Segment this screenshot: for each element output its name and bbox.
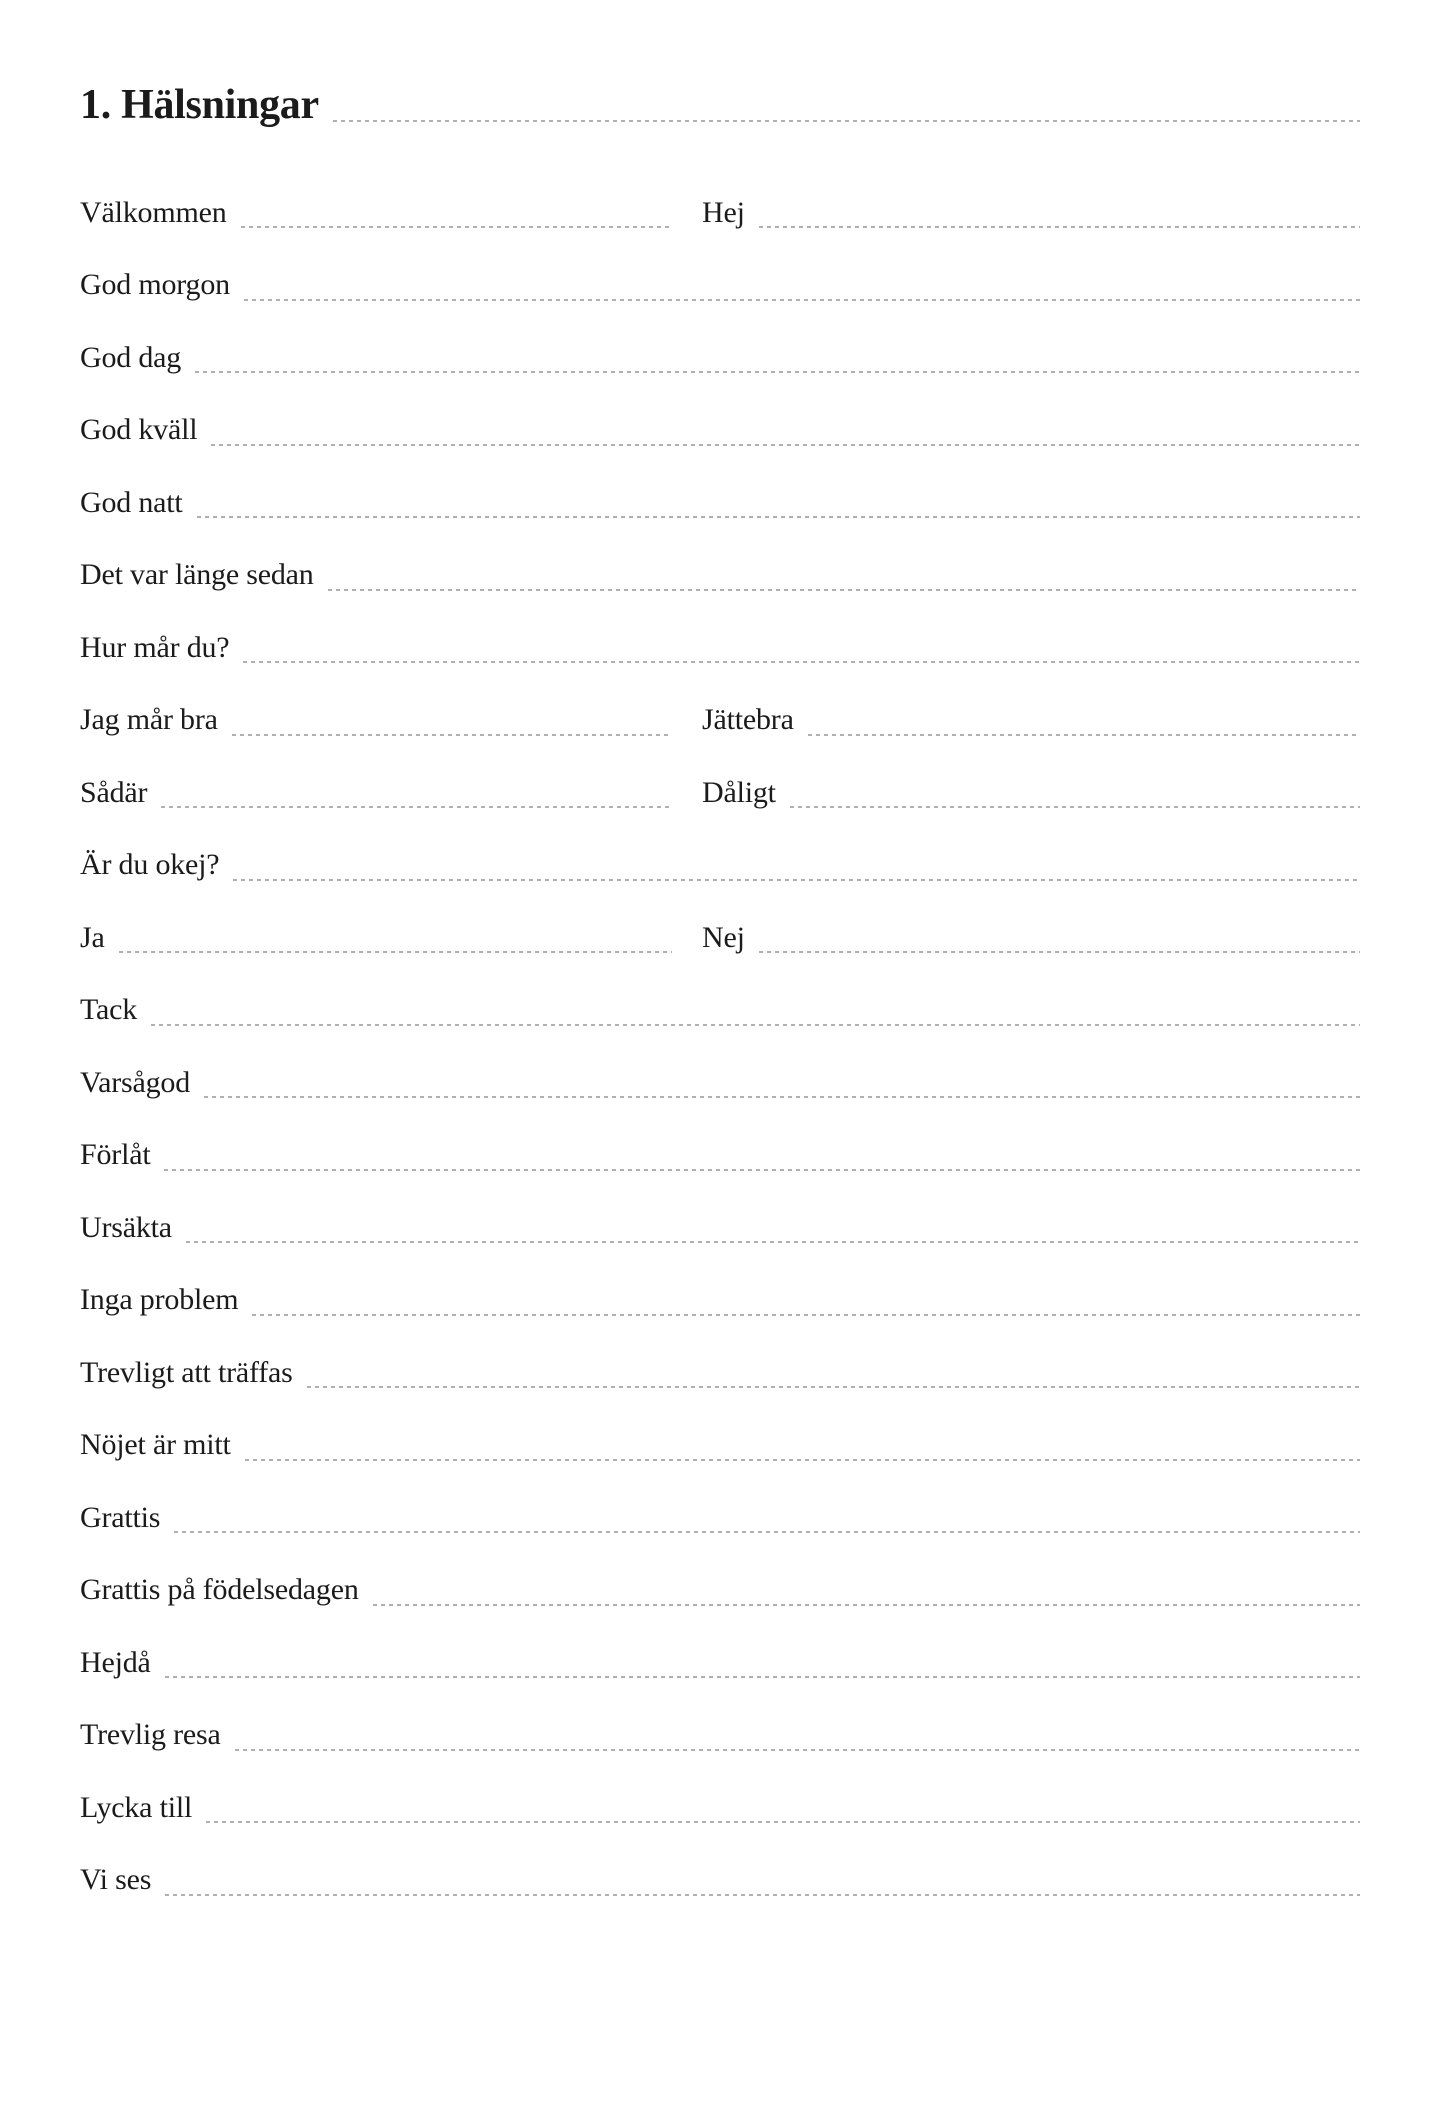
phrase-cell [80, 1699, 1360, 1772]
phrase-cell [80, 321, 1360, 394]
phrase-row [80, 1046, 1360, 1119]
phrase-row [80, 974, 1360, 1047]
phrase-label: Inga problem [80, 1283, 239, 1317]
phrase-row [80, 829, 1360, 902]
phrase-row [80, 1264, 1360, 1337]
phrase-cell [80, 1191, 1360, 1264]
phrase-label: Är du okej? [80, 848, 220, 882]
phrase-row [80, 611, 1360, 684]
write-line [204, 1096, 1360, 1098]
phrase-label: God morgon [80, 268, 230, 302]
phrase-cell [80, 394, 1360, 467]
phrase-cell [80, 1336, 1360, 1409]
phrase-row [80, 1409, 1360, 1482]
phrase-cell [80, 1481, 1360, 1554]
write-line [759, 226, 1360, 228]
write-line [245, 1459, 1360, 1461]
phrase-row [80, 901, 1360, 974]
phrase-row [80, 756, 1360, 829]
write-line [373, 1604, 1360, 1606]
phrase-label: Hejdå [80, 1645, 151, 1679]
phrase-cell [80, 466, 1360, 539]
phrase-cell [80, 249, 1360, 322]
phrase-label: Lycka till [80, 1790, 193, 1824]
phrase-row [80, 249, 1360, 322]
phrase-row [80, 1771, 1360, 1844]
phrase-label: Nej [702, 920, 745, 954]
worksheet-page [0, 74, 1445, 2117]
title-leader-line [333, 120, 1360, 122]
phrase-cell [80, 901, 672, 974]
phrase-label: Trevligt att träffas [80, 1355, 293, 1389]
write-line [252, 1314, 1360, 1316]
phrase-row [80, 539, 1360, 612]
phrase-row [80, 1844, 1360, 1917]
write-line [174, 1531, 1360, 1533]
write-line [790, 806, 1360, 808]
write-line [165, 1676, 1360, 1678]
phrase-label: Hur mår du? [80, 630, 230, 664]
phrase-cell [80, 1046, 1360, 1119]
write-line [328, 589, 1360, 591]
phrase-label: Det var länge sedan [80, 558, 314, 592]
phrase-label: Jättebra [702, 703, 794, 737]
phrase-cell [80, 684, 672, 757]
phrase-cell [702, 756, 1360, 829]
phrase-row [80, 1699, 1360, 1772]
phrase-label: Välkommen [80, 195, 227, 229]
phrase-label: Trevlig resa [80, 1718, 221, 1752]
phrase-label: Vi ses [80, 1863, 152, 1897]
write-line [151, 1024, 1360, 1026]
phrase-cell [80, 176, 672, 249]
write-line [161, 806, 672, 808]
phrase-row [80, 1481, 1360, 1554]
phrase-row [80, 176, 1360, 249]
write-line [235, 1749, 1360, 1751]
write-line [808, 734, 1360, 736]
phrase-label: Förlåt [80, 1138, 151, 1172]
phrase-list [80, 176, 1360, 1916]
phrase-label: Grattis [80, 1500, 161, 1534]
phrase-cell [80, 756, 672, 829]
phrase-row [80, 1191, 1360, 1264]
phrase-label: Hej [702, 195, 745, 229]
phrase-cell [80, 1844, 1360, 1917]
write-line [211, 444, 1360, 446]
section-header [80, 74, 1360, 136]
phrase-row [80, 321, 1360, 394]
phrase-cell [80, 974, 1360, 1047]
phrase-label: God dag [80, 340, 182, 374]
write-line [759, 951, 1360, 953]
write-line [164, 1169, 1360, 1171]
write-line [197, 516, 1360, 518]
phrase-cell [80, 1626, 1360, 1699]
phrase-label: Dåligt [702, 775, 776, 809]
phrase-cell [80, 539, 1360, 612]
phrase-label: Ja [80, 920, 105, 954]
phrase-label: God kväll [80, 413, 198, 447]
write-line [243, 661, 1360, 663]
phrase-label: Varsågod [80, 1065, 191, 1099]
write-line [195, 371, 1360, 373]
write-line [307, 1386, 1360, 1388]
phrase-row [80, 394, 1360, 467]
write-line [232, 734, 672, 736]
write-line [186, 1241, 1360, 1243]
phrase-cell [80, 1409, 1360, 1482]
phrase-row [80, 1626, 1360, 1699]
phrase-row [80, 1336, 1360, 1409]
phrase-label: Sådär [80, 775, 148, 809]
phrase-label: Nöjet är mitt [80, 1428, 231, 1462]
phrase-row [80, 466, 1360, 539]
write-line [119, 951, 672, 953]
phrase-cell [80, 1554, 1360, 1627]
write-line [244, 299, 1360, 301]
phrase-cell [80, 1771, 1360, 1844]
phrase-cell [80, 1264, 1360, 1337]
phrase-cell [80, 829, 1360, 902]
phrase-row [80, 684, 1360, 757]
phrase-cell [702, 901, 1360, 974]
phrase-cell [80, 1119, 1360, 1192]
write-line [241, 226, 672, 228]
phrase-label: Grattis på födelsedagen [80, 1573, 359, 1607]
phrase-label: Ursäkta [80, 1210, 172, 1244]
phrase-label: God natt [80, 485, 183, 519]
write-line [233, 879, 1360, 881]
section-title: 1. Hälsningar [80, 82, 319, 128]
phrase-cell [702, 684, 1360, 757]
phrase-row [80, 1119, 1360, 1192]
phrase-row [80, 1554, 1360, 1627]
phrase-label: Tack [80, 993, 138, 1027]
write-line [206, 1821, 1360, 1823]
phrase-cell [80, 611, 1360, 684]
phrase-label: Jag mår bra [80, 703, 218, 737]
write-line [165, 1894, 1360, 1896]
phrase-cell [702, 176, 1360, 249]
